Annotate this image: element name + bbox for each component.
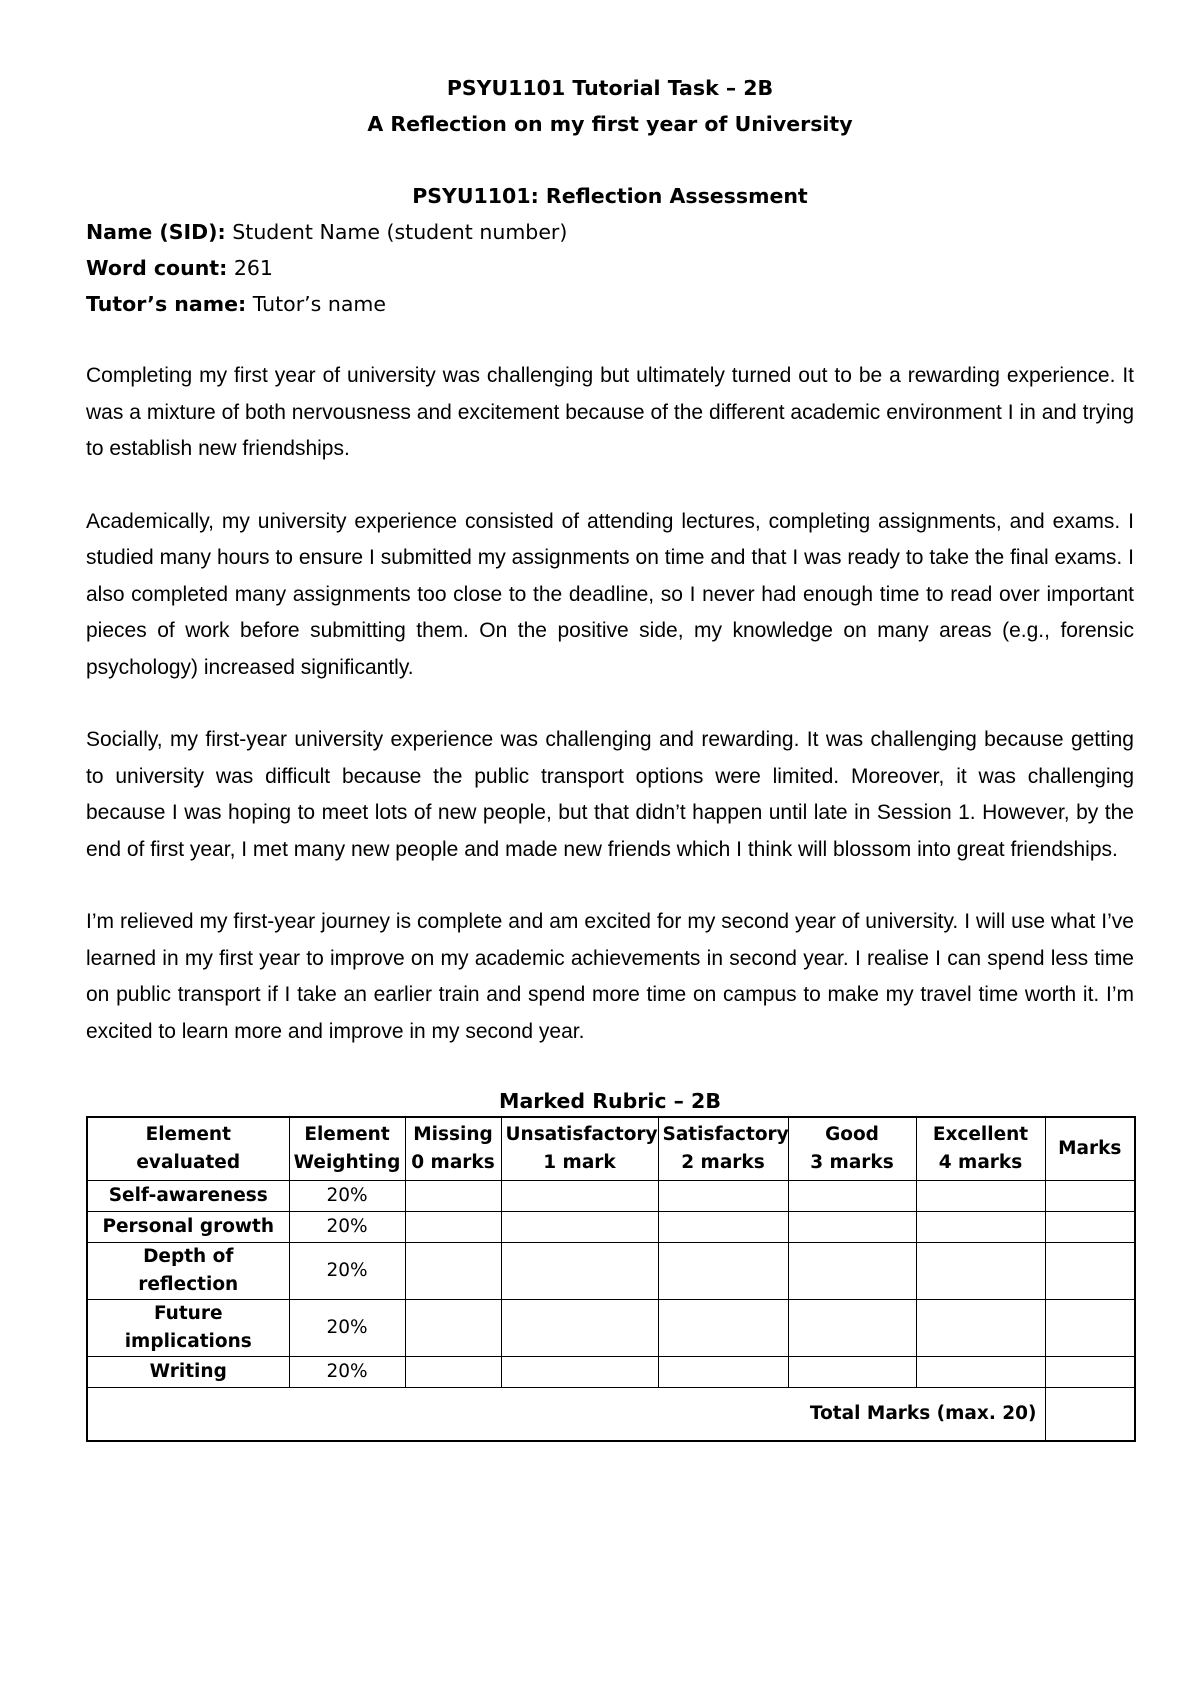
word-count-line [86,250,1134,286]
row-element: Depth of reflection [87,1243,289,1300]
row-weighting: 20% [289,1212,405,1243]
row-weighting: 20% [289,1181,405,1212]
paragraph-intro: Completing my first year of university was challenging but ultimately turned out to be a rewarding experience. It was a mixture of both nervousness and excitement because of the different academic environment I in and trying to establish new friendships. [86,364,1134,460]
header-weighting: Element Weighting [289,1117,405,1181]
rubric-title: Marked Rubric – 2B [499,1089,721,1113]
row-element: Self-awareness [87,1181,289,1212]
paragraph-conclusion: I’m relieved my first-year journey is complete and am excited for my second year of university. I will use what I’ve learned in my first year to improve on my academic achievements in second year. I realise I can spend less time on public transport if I take an earlier train and spend more time on campus to make my travel time worth it. I’m excited to learn more and improve in my second year. [86,910,1134,1043]
paragraph-social: Socially, my first-year university experience was challenging and rewarding. It was challenging because getting to university was difficult because the public transport options were limited. Moreover, it was challenging because I was hoping to meet lots of new people, but that didn’t happen until late in Session 1. However, by the end of first year, I met many new people and made new friends which I think will blossom into great friendships. [86,728,1134,861]
header-element: Element evaluated [87,1117,289,1181]
total-marks-label: Total Marks (max. 20) [87,1388,1045,1442]
tutor-name-line [86,286,1134,322]
header-good: Good 3 marks [788,1117,916,1181]
header-excellent: Excellent 4 marks [916,1117,1045,1181]
total-row [87,1388,1135,1442]
assessment-title: PSYU1101: Reflection Assessment [412,184,808,208]
student-name-line [86,214,1134,250]
rubric-table [86,1116,1136,1442]
name-value: Student Name (student number) [225,220,568,244]
tutor-label: Tutor’s name: [86,292,247,316]
table-row [87,1300,1135,1357]
task-title: PSYU1101 Tutorial Task – 2B [446,76,774,100]
table-row [87,1181,1135,1212]
header-unsatisfactory: Unsatisfactory 1 mark [501,1117,658,1181]
document-subtitle: A Reflection on my first year of University [367,112,853,136]
header-missing: Missing 0 marks [405,1117,501,1181]
table-row [87,1243,1135,1300]
table-row [87,1212,1135,1243]
row-element: Personal growth [87,1212,289,1243]
rubric-header-row [87,1117,1135,1181]
word-count-label: Word count: [86,256,228,280]
row-element: Future implications [87,1300,289,1357]
header-marks: Marks [1045,1117,1135,1181]
paragraph-academic: Academically, my university experience consisted of attending lectures, completing assignments, and exams. I studied many hours to ensure I submitted my assignments on time and that I was ready to take the final exams. I also completed many assignments too close to the deadline, so I never had enough time to read over important pieces of work before submitting them. On the positive side, my knowledge on many areas (e.g., forensic psychology) increased significantly. [86,509,1134,679]
row-weighting: 20% [289,1357,405,1388]
total-marks-cell [1045,1388,1135,1442]
header-satisfactory: Satisfactory 2 marks [658,1117,788,1181]
name-label: Name (SID): [86,220,226,244]
document-page [86,70,1134,1442]
row-element: Writing [87,1357,289,1388]
tutor-value: Tutor’s name [246,292,386,316]
row-weighting: 20% [289,1300,405,1357]
row-weighting: 20% [289,1243,405,1300]
table-row [87,1357,1135,1388]
word-count-value: 261 [227,256,273,280]
